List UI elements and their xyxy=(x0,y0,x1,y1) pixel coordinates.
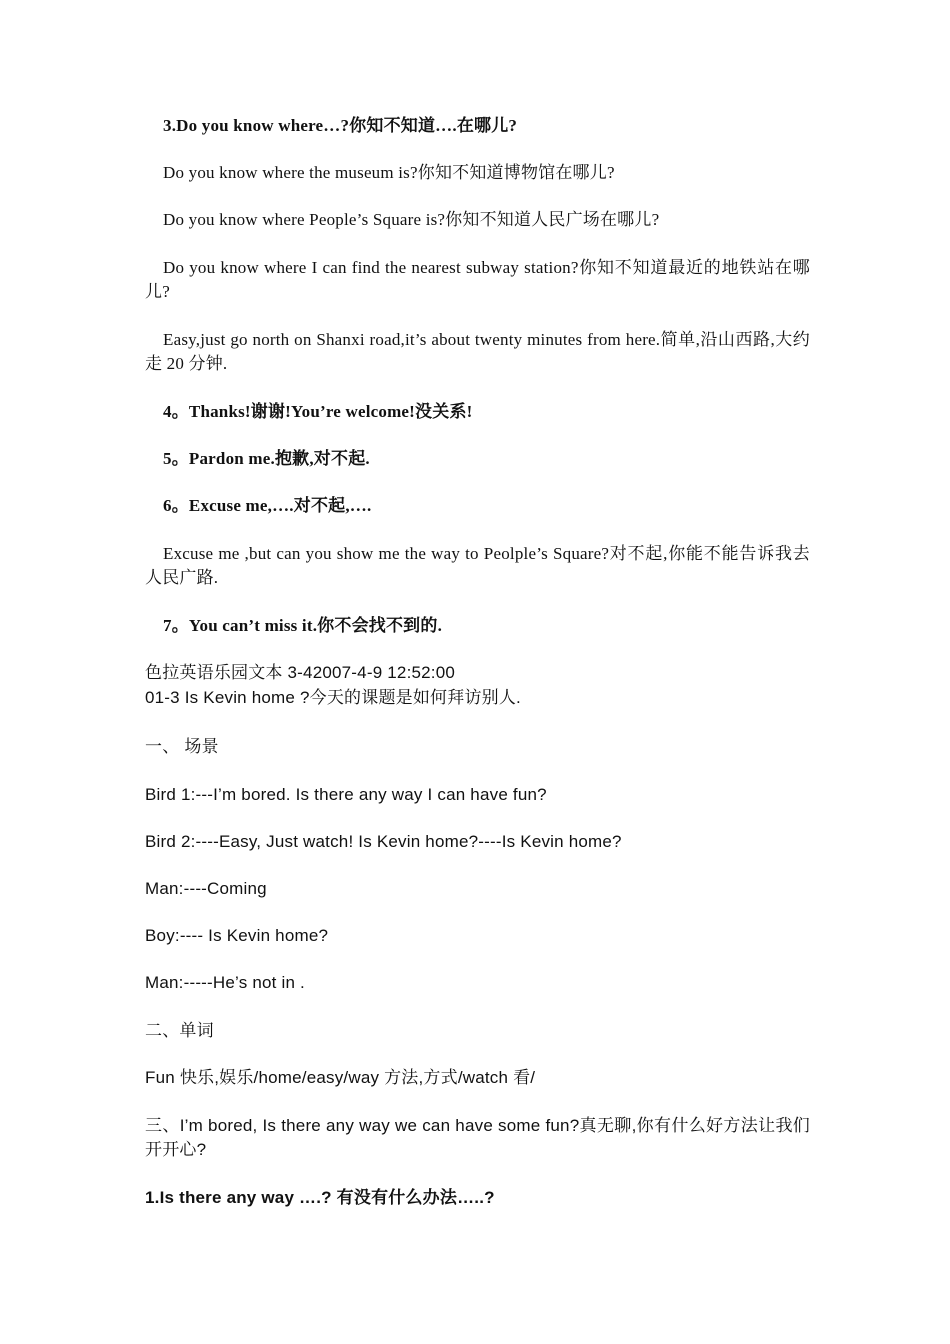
vocabulary-list: Fun 快乐,娱乐/home/easy/way 方法,方式/watch 看/ xyxy=(145,1068,536,1087)
example-peoples-square: Do you know where People’s Square is?你知不知道人民广场在哪儿? xyxy=(163,210,660,229)
example-show-me-the-way: Excuse me ,but can you show me the way to Peolple’s Square?对不起,你能不能告诉我去人民广路. xyxy=(145,544,810,587)
section-scene: 一、 场景 xyxy=(145,737,219,756)
lesson-title: 01-3 Is Kevin home ?今天的课题是如何拜访别人. xyxy=(145,688,521,707)
dialogue-man-coming: Man:----Coming xyxy=(145,879,267,898)
example-subway-station: Do you know where I can find the nearest subway station?你知不知道最近的地铁站在哪儿? xyxy=(145,258,810,301)
dialogue-boy: Boy:---- Is Kevin home? xyxy=(145,926,329,945)
example-museum: Do you know where the museum is?你知不知道博物馆在哪儿? xyxy=(163,163,615,182)
dialogue-bird-1: Bird 1:---I’m bored. Is there any way I can have fun? xyxy=(145,785,547,804)
heading-pardon-me: 5。Pardon me.抱歉,对不起. xyxy=(163,449,370,468)
heading-do-you-know-where: 3.Do you know where…?你知不知道….在哪儿? xyxy=(163,116,518,135)
dialogue-man-not-in: Man:-----He’s not in . xyxy=(145,973,305,992)
heading-excuse-me: 6。Excuse me,….对不起,…. xyxy=(163,496,372,515)
pattern-is-there-any-way: 1.Is there any way ….? 有没有什么办法…..? xyxy=(145,1188,495,1207)
section-sentence: 三、I’m bored, Is there any way we can have some fun?真无聊,你有什么好方法让我们开开心? xyxy=(145,1116,810,1159)
heading-cant-miss-it: 7。You can’t miss it.你不会找不到的. xyxy=(163,616,443,635)
heading-thanks: 4。Thanks!谢谢!You’re welcome!没关系! xyxy=(163,402,473,421)
lesson-meta: 色拉英语乐园文本 3-42007-4-9 12:52:00 xyxy=(145,663,456,682)
section-vocabulary: 二、单词 xyxy=(145,1021,214,1040)
dialogue-bird-2: Bird 2:----Easy, Just watch! Is Kevin home?----Is Kevin home? xyxy=(145,832,622,851)
example-shanxi-road: Easy,just go north on Shanxi road,it’s about twenty minutes from here.简单,沿山西路,大约走 20 分钟. xyxy=(145,330,810,373)
